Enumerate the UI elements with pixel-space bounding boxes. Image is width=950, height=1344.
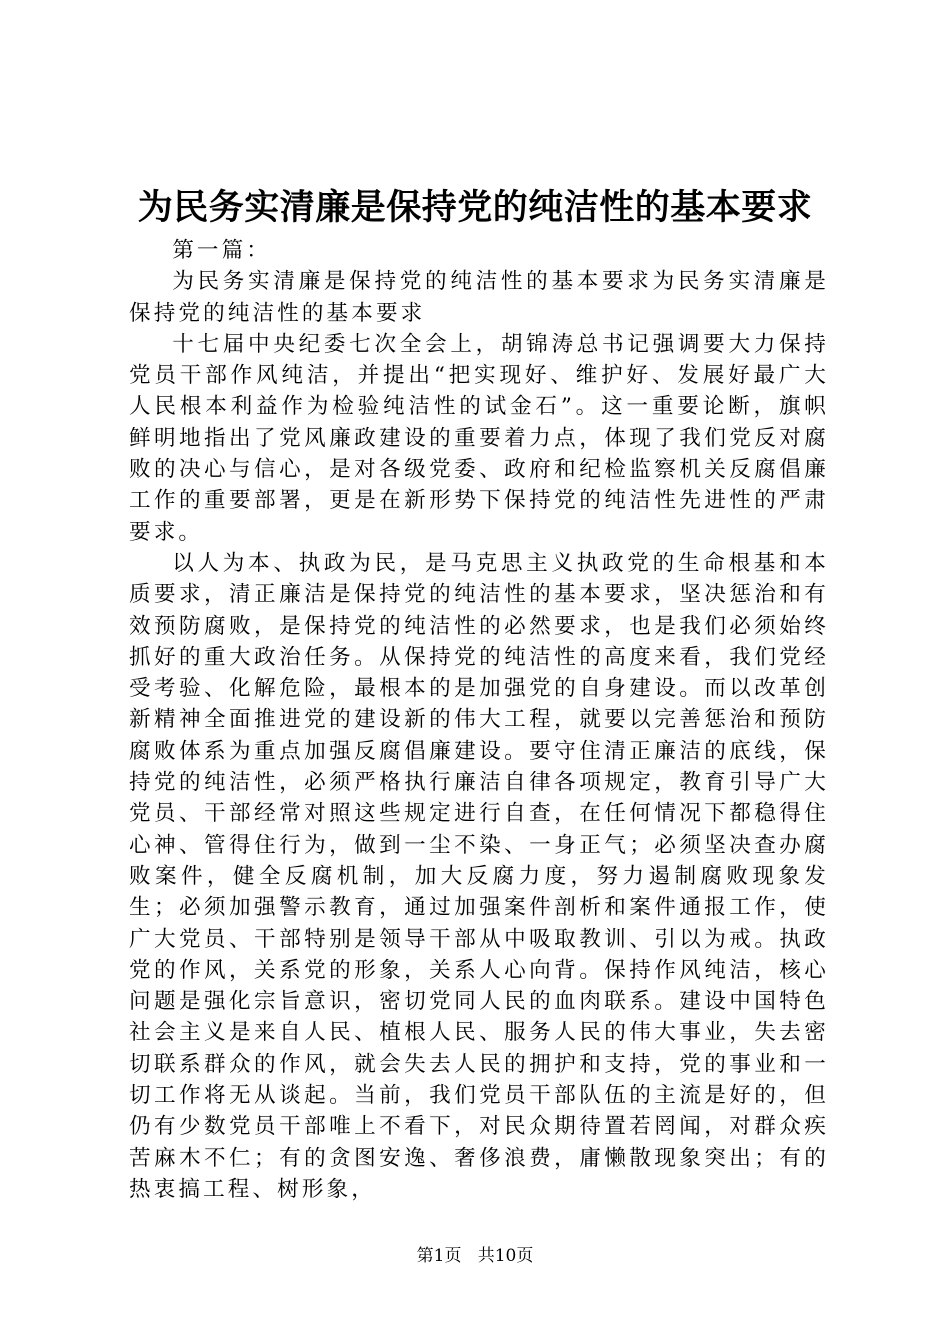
document-title: 为民务实清廉是保持党的纯洁性的基本要求 <box>137 187 813 228</box>
page-footer <box>0 1244 950 1268</box>
page-total: 共10页 <box>477 1246 534 1266</box>
page-number: 第1页 <box>416 1246 462 1266</box>
paragraph: 十七届中央纪委七次全会上，胡锦涛总书记强调要大力保持党员干部作风纯洁，并提出“把实现好、维护好、发展好最广大人民根本利益作为检验纯洁性的试金石”。这一重要论断，旗帜鲜明地指出了党风廉政建设的重要着力点，体现了我们党反对腐败的决心与信心，是对各级党委、政府和纪检监察机关反腐倡廉工作的重要部署，更是在新形势下保持党的纯洁性先进性的严肃要求。 <box>129 331 829 545</box>
page-separator <box>467 1246 472 1266</box>
section-heading: 第一篇： <box>172 238 271 263</box>
paragraph: 为民务实清廉是保持党的纯洁性的基本要求为民务实清廉是保持党的纯洁性的基本要求 <box>129 269 829 326</box>
paragraph: 以人为本、执政为民，是马克思主义执政党的生命根基和本质要求，清正廉洁是保持党的纯洁性的基本要求，坚决惩治和有效预防腐败，是保持党的纯洁性的必然要求，也是我们必须始终抓好的重大政治任务。从保持党的纯洁性的高度来看，我们党经受考验、化解危险，最根本的是加强党的自身建设。而以改革创新精神全面推进党的建设新的伟大工程，就要以完善惩治和预防腐败体系为重点加强反腐倡廉建设。要守住清正廉洁的底线，保持党的纯洁性，必须严格执行廉洁自律各项规定，教育引导广大党员、干部经常对照这些规定进行自查，在任何情况下都稳得住心神、管得住行为，做到一尘不染、一身正气；必须坚决查办腐败案件，健全反腐机制，加大反腐力度，努力遏制腐败现象发生；必须加强警示教育，通过加强案件剖析和案件通报工作，使广大党员、干部特别是领导干部从中吸取教训、引以为戒。执政党的作风，关系党的形象，关系人心向背。保持作风纯洁，核心问题是强化宗旨意识，密切党同人民的血肉联系。建设中国特色社会主义是来自人民、植根人民、服务人民的伟大事业，失去密切联系群众的作风，就会失去人民的拥护和支持，党的事业和一切工作将无从谈起。当前，我们党员干部队伍的主流是好的，但仍有少数党员干部唯上不看下，对民众期待置若罔闻，对群众疾苦麻木不仁；有的贪图安逸、奢侈浪费，庸懒散现象突出；有的热衷搞工程、树形象， <box>129 550 829 1202</box>
document-body <box>129 235 829 1205</box>
